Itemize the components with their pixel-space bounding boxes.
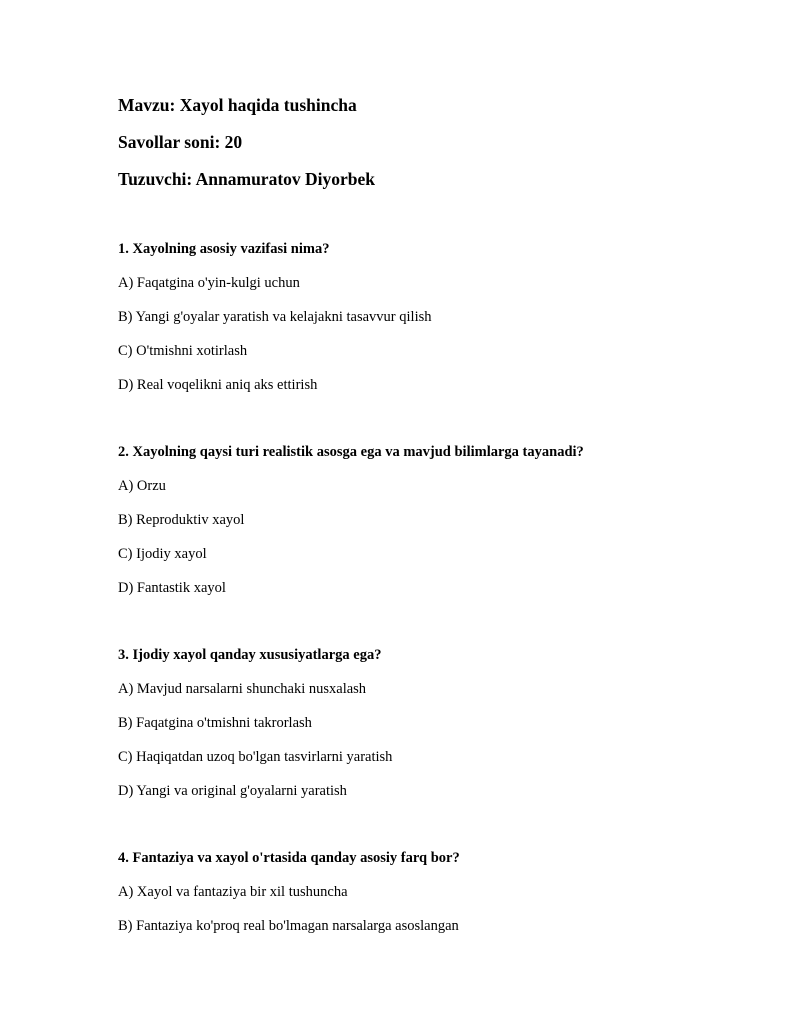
question-2 xyxy=(118,443,758,597)
answer-option-d: D) Yangi va original g'oyalarni yaratish xyxy=(118,783,347,799)
question-text: 4. Fantaziya va xayol o'rtasida qanday asosiy farq bor? xyxy=(118,850,460,866)
question-count: Savollar soni: 20 xyxy=(118,132,243,152)
author-line: Tuzuvchi: Annamuratov Diyorbek xyxy=(118,169,376,189)
answer-option-c: C) Ijodiy xayol xyxy=(118,546,207,562)
answer-option-c: C) Haqiqatdan uzoq bo'lgan tasvirlarni yaratish xyxy=(118,749,393,765)
answer-option-b: B) Reproduktiv xayol xyxy=(118,512,245,528)
answer-option-a: A) Mavjud narsalarni shunchaki nusxalash xyxy=(118,681,367,697)
answer-option-b: B) Fantaziya ko'proq real bo'lmagan narsalarga asoslangan xyxy=(118,918,459,934)
answer-option-d: D) Fantastik xayol xyxy=(118,580,226,596)
quiz-document xyxy=(118,94,718,934)
question-text: 2. Xayolning qaysi turi realistik asosga ega va mavjud bilimlarga tayanadi? xyxy=(118,444,584,460)
answer-option-b: B) Faqatgina o'tmishni takrorlash xyxy=(118,715,312,731)
document-header xyxy=(118,94,718,190)
question-4 xyxy=(118,849,758,935)
answer-option-a: A) Xayol va fantaziya bir xil tushuncha xyxy=(118,884,348,900)
answer-option-b: B) Yangi g'oyalar yaratish va kelajakni tasavvur qilish xyxy=(118,309,432,325)
question-text: 1. Xayolning asosiy vazifasi nima? xyxy=(118,241,330,257)
answer-option-d: D) Real voqelikni aniq aks ettirish xyxy=(118,377,318,393)
topic-title: Mavzu: Xayol haqida tushincha xyxy=(118,95,357,115)
answer-option-a: A) Orzu xyxy=(118,478,166,494)
question-1 xyxy=(118,240,758,394)
answer-option-a: A) Faqatgina o'yin-kulgi uchun xyxy=(118,275,300,291)
answer-option-c: C) O'tmishni xotirlash xyxy=(118,343,248,359)
question-text: 3. Ijodiy xayol qanday xususiyatlarga ega? xyxy=(118,647,382,663)
question-3 xyxy=(118,646,758,800)
